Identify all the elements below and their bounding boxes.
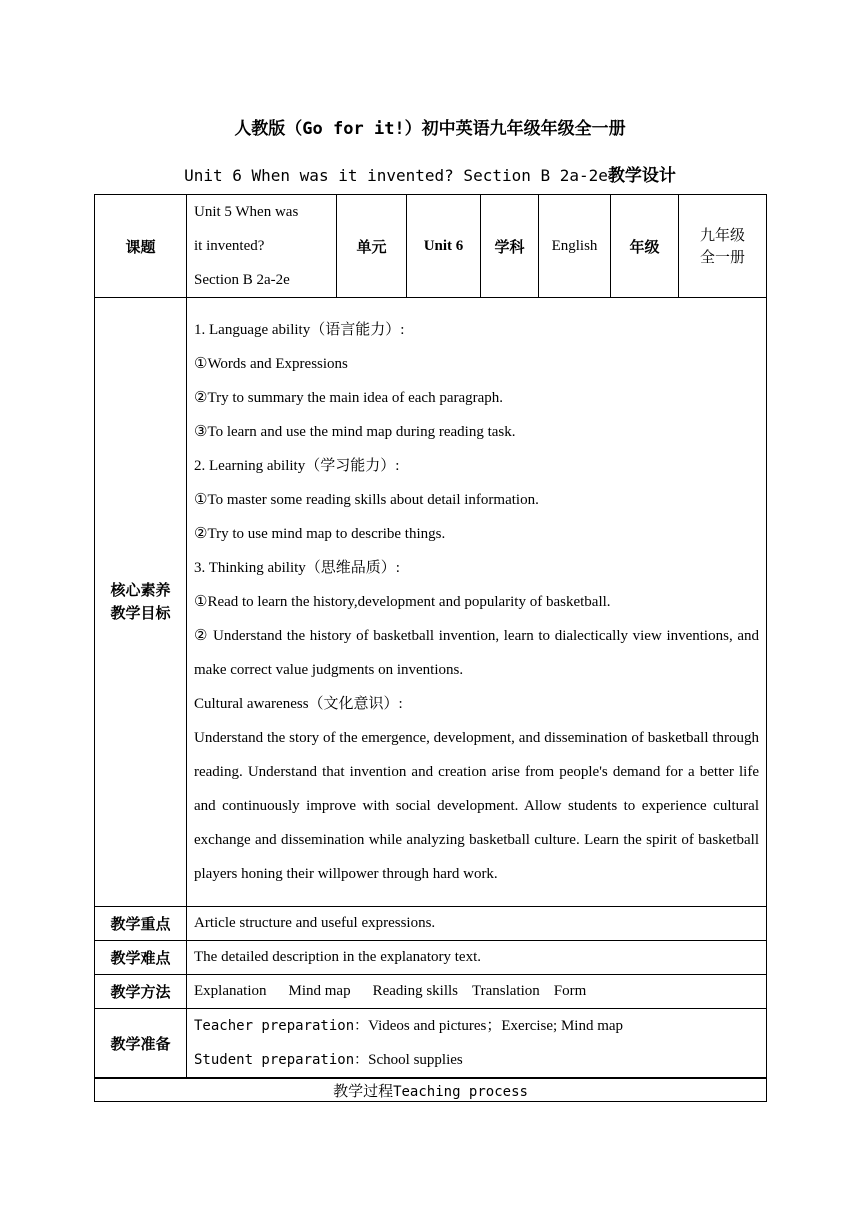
cultural-paragraph: Understand the story of the emergence, development, and dissemination of basketball through reading. Understand that invention and creation arise from people's demand for a better life and continuously improve with social development. Allow students to experience cultural exchange and dissemination while analyzing basketball culture. Learn the spirit of basketball players honing their willpower through hard work. <box>194 730 759 882</box>
method-item: Explanation <box>194 983 267 999</box>
student-preparation-value: School supplies <box>368 1052 463 1068</box>
objectives-row <box>95 298 767 907</box>
method-item: Mind map <box>288 983 351 999</box>
grade-line: 九年级 <box>699 226 745 244</box>
objective-line: 3. Thinking ability（思维品质）: <box>194 560 400 576</box>
objective-line: 2. Learning ability（学习能力）: <box>194 458 400 474</box>
objective-line: ①Read to learn the history,development and popularity of basketball. <box>194 594 611 610</box>
cultural-heading: Cultural awareness（文化意识）: <box>194 696 403 712</box>
subtitle-english: Unit 6 When was it invented? Section B 2a-2e <box>184 166 608 185</box>
document-title: 人教版（Go for it!）初中英语九年级年级全一册 <box>234 119 626 139</box>
methods-row <box>95 975 767 1009</box>
objective-line: ①To master some reading skills about detail information. <box>194 492 539 508</box>
preparation-row <box>95 1009 767 1079</box>
subtitle-chinese: 教学设计 <box>607 166 676 186</box>
key-points-value: Article structure and useful expressions. <box>187 907 767 941</box>
student-preparation <box>194 1043 759 1077</box>
student-preparation-label: Student preparation： <box>194 1052 369 1068</box>
process-label-en: Teaching process <box>393 1083 528 1100</box>
methods-value <box>187 975 767 1009</box>
objective-line: ③To learn and use the mind map during reading task. <box>194 424 516 440</box>
info-row <box>95 195 767 298</box>
key-points-label: 教学重点 <box>95 907 187 941</box>
teacher-preparation <box>194 1009 759 1043</box>
document-subtitle <box>0 161 860 186</box>
unit-label: 单元 <box>337 195 407 298</box>
topic-line: it invented? <box>194 238 265 254</box>
topic-line: Unit 5 When was <box>194 204 299 220</box>
topic-line: Section B 2a-2e <box>194 272 290 288</box>
grade-label: 年级 <box>611 195 679 298</box>
method-item: Reading skills <box>372 983 458 999</box>
lesson-plan-table <box>94 194 767 1102</box>
preparation-value <box>187 1009 767 1079</box>
process-header <box>95 1078 767 1102</box>
method-item: Translation <box>472 983 540 999</box>
unit-value: Unit 6 <box>407 195 481 298</box>
objectives-label-line: 核心素养 <box>110 581 171 599</box>
topic-value <box>187 195 337 298</box>
subject-value: English <box>539 195 611 298</box>
difficulties-label: 教学难点 <box>95 941 187 975</box>
objectives-label <box>95 298 187 907</box>
objective-line: ①Words and Expressions <box>194 356 348 372</box>
process-label-cn: 教学过程 <box>333 1081 394 1100</box>
objectives-content <box>187 298 767 907</box>
objective-line: ②Try to use mind map to describe things. <box>194 526 446 542</box>
subject-label: 学科 <box>481 195 539 298</box>
objective-line: 1. Language ability（语言能力）: <box>194 322 405 338</box>
teacher-preparation-value: Videos and pictures；Exercise; Mind map <box>368 1018 624 1034</box>
process-row <box>95 1078 767 1102</box>
grade-line: 全一册 <box>699 248 745 266</box>
objective-paragraph: ② Understand the history of basketball invention, learn to dialectically view inventions, and make correct value judgments on inventions. <box>194 628 759 678</box>
key-points-row <box>95 907 767 941</box>
preparation-label: 教学准备 <box>95 1009 187 1079</box>
method-item: Form <box>553 983 587 999</box>
objectives-label-line: 教学目标 <box>110 604 171 622</box>
teacher-preparation-label: Teacher preparation： <box>194 1018 369 1034</box>
methods-label: 教学方法 <box>95 975 187 1009</box>
difficulties-value: The detailed description in the explanatory text. <box>187 941 767 975</box>
objective-line: ②Try to summary the main idea of each paragraph. <box>194 390 504 406</box>
difficulties-row <box>95 941 767 975</box>
grade-value <box>679 195 767 298</box>
topic-label: 课题 <box>95 195 187 298</box>
